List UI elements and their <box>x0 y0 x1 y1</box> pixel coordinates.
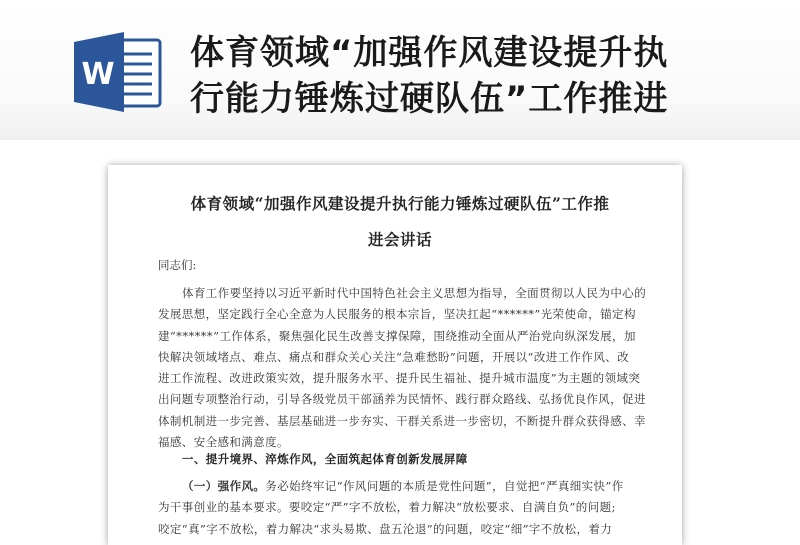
paragraph-line: 进工作流程、改进政策实效，提升服务水平、提升民生福祉、提升城市温度”为主题的领域突 <box>158 371 641 386</box>
paragraph-line-text: 务必始终牢记“作风问题的本质是党性问题”，自觉把“严真细实快”作 <box>265 479 624 493</box>
document-title-line: 体育领域“加强作风建设提升执行能力锤炼过硬队伍”工作推 <box>190 194 610 213</box>
word-document-icon <box>74 32 164 112</box>
paragraph-line <box>158 476 644 497</box>
header-banner <box>0 0 800 140</box>
svg-text:W: W <box>81 57 115 92</box>
subsection-lead: （一）强作风。 <box>182 479 266 493</box>
salutation: 同志们: <box>158 258 197 272</box>
paragraph-line: 发展思想，坚定践行全心全意为人民服务的根本宗旨，坚决扛起“******”光荣使命，锚定构 <box>158 307 636 322</box>
paragraph-line: 快解决领域堵点、难点、痛点和群众关心关注“急难愁盼”问题，开展以“改进工作作风、改 <box>158 349 630 364</box>
paragraph-line: 福感、安全感和满意度。 <box>158 435 289 450</box>
paragraph-line: 咬定“真”字不放松，着力解决“求头易欺、盘五沦退”的问题，咬定“细”字不放松，着力 <box>158 521 613 536</box>
paragraph-line: 体育工作要坚持以习近平新时代中国特色社会主义思想为指导，全面贯彻以人民为中心的 <box>182 286 647 300</box>
document-title-line: 进会讲话 <box>367 230 432 249</box>
document-title <box>150 186 650 258</box>
section-heading: 一、提升境界、淬炼作风，全面筑起体育创新发展屏障 <box>182 452 468 466</box>
page-title-line: 行能力锤炼过硬队伍”工作推进 <box>190 79 669 119</box>
page-title <box>190 30 790 122</box>
page-title-line: 体育领域“加强作风建设提升执 <box>190 33 669 73</box>
paragraph-line: 体制机制进一步完善、基层基础进一步夯实、干群关系进一步密切，不断提升群众获得感、幸 <box>158 413 646 428</box>
paragraph-intro <box>158 283 647 453</box>
paragraph-line: 为干事创业的基本要求。要咬定“严”字不放松，着力解决“放松要求、自满自负”的问题; <box>158 500 616 515</box>
paragraph-line: 出问题专项整治行动，引导各级党员干部涵养为民情怀、践行群众路线、弘扬优良作风，促进 <box>158 392 646 407</box>
paragraph-line: 建“******”工作体系，聚焦强化民生改善支撑保障，围绕推动全面从严治党向纵深发展，加 <box>158 328 636 343</box>
paragraph-section-one <box>158 476 644 540</box>
